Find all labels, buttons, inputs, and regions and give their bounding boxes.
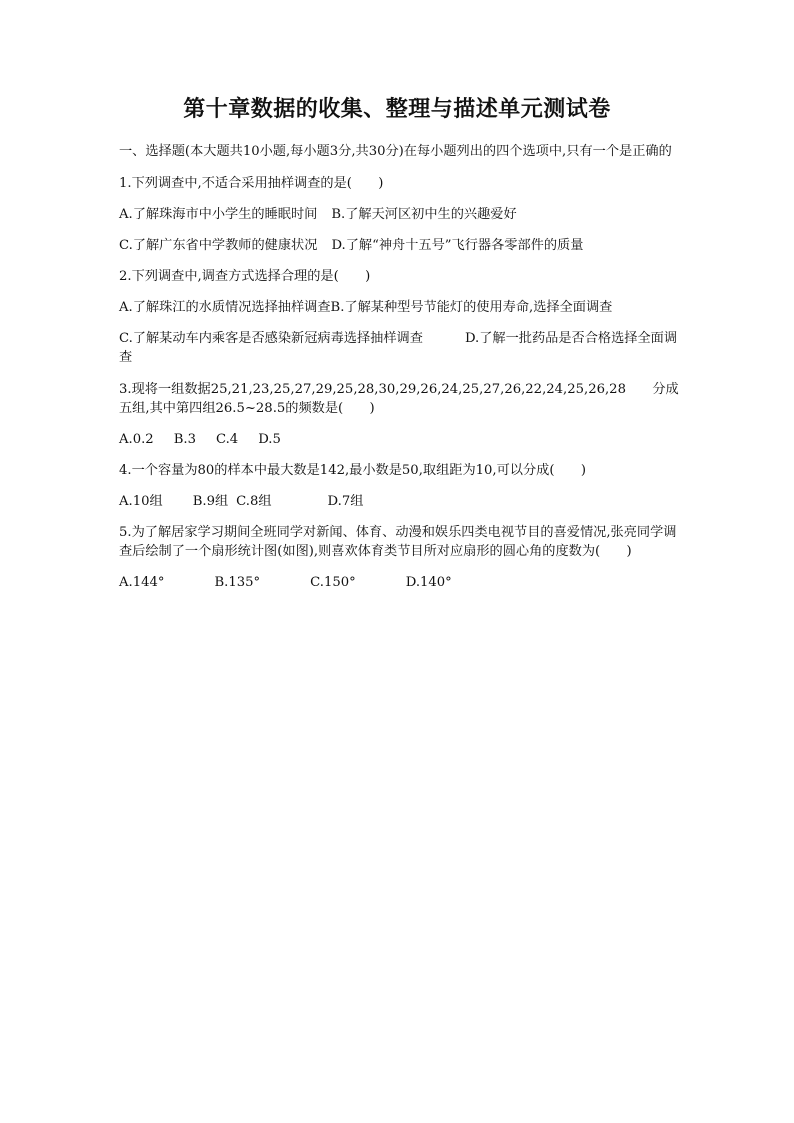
question-2-options-row-2	[119, 329, 679, 367]
question-2-stem: 2.下列调查中,调查方式选择合理的是( )	[119, 269, 371, 284]
question-3-option-c: C.4	[215, 432, 239, 447]
question-2-option-d: D.了解一批药品是否合格选择全面调查	[119, 331, 678, 365]
page-title: 第十章数据的收集、整理与描述单元测试卷	[183, 97, 611, 122]
question-5-stem: 5.为了解居家学习期间全班同学对新闻、体育、动漫和娱乐四类电视节目的喜爱情况,张亮同学调查后绘制了一个扇形统计图(如图),则喜欢体育类节目所对应扇形的圆心角的度数为( )	[119, 525, 677, 559]
question-4-option-a: A.10组	[119, 494, 163, 509]
question-2-options-row-1	[119, 298, 679, 317]
question-4-stem: 4.一个容量为80的样本中最大数是142,最小数是50,取组距为10,可以分成( )	[119, 463, 587, 478]
question-3-stem: 3.现将一组数据25,21,23,25,27,29,25,28,30,29,26,24,25,27,26,22,24,25,26,28 分成五组,其中第四组26.5~28.5的频数是( )	[119, 382, 679, 416]
question-2-option-a: A.了解珠江的水质情况选择抽样调查	[119, 300, 331, 315]
question-2-option-c: C.了解某动车内乘客是否感染新冠病毒选择抽样调查	[119, 331, 423, 346]
question-1-option-d: D.了解“神舟十五号”飞行器各零部件的质量	[331, 238, 584, 253]
section-intro: 一、选择题(本大题共10小题,每小题3分,共30分)在每小题列出的四个选项中,只有一个是正确的	[119, 144, 672, 159]
question-4-option-c: C.8组	[236, 494, 272, 509]
question-1-options-row-2	[119, 236, 679, 255]
question-4-option-b: B.9组	[192, 494, 229, 509]
question-list	[119, 142, 679, 604]
question-4-option-d: D.7组	[327, 494, 364, 509]
question-1-options-row-1	[119, 205, 679, 224]
question-5-option-a: A.144°	[119, 575, 165, 590]
question-2-option-b: B.了解某种型号节能灯的使用寿命,选择全面调查	[330, 300, 613, 315]
question-5-option-c: C.150°	[310, 575, 356, 590]
question-5-options-row	[119, 573, 679, 592]
question-1-option-b: B.了解天河区初中生的兴趣爱好	[331, 207, 517, 222]
question-1-stem: 1.下列调查中,不适合采用抽样调查的是( )	[119, 176, 384, 191]
question-4-options-row	[119, 492, 679, 511]
question-1-option-a: A.了解珠海市中小学生的睡眠时间	[119, 207, 318, 222]
question-3-options-row	[119, 430, 679, 449]
question-3-option-b: B.3	[173, 432, 196, 447]
question-3-option-a: A.0.2	[119, 432, 154, 447]
question-3-option-d: D.5	[258, 432, 281, 447]
question-5-option-b: B.135°	[214, 575, 261, 590]
question-5-option-d: D.140°	[405, 575, 452, 590]
question-1-option-c: C.了解广东省中学教师的健康状况	[119, 238, 318, 253]
